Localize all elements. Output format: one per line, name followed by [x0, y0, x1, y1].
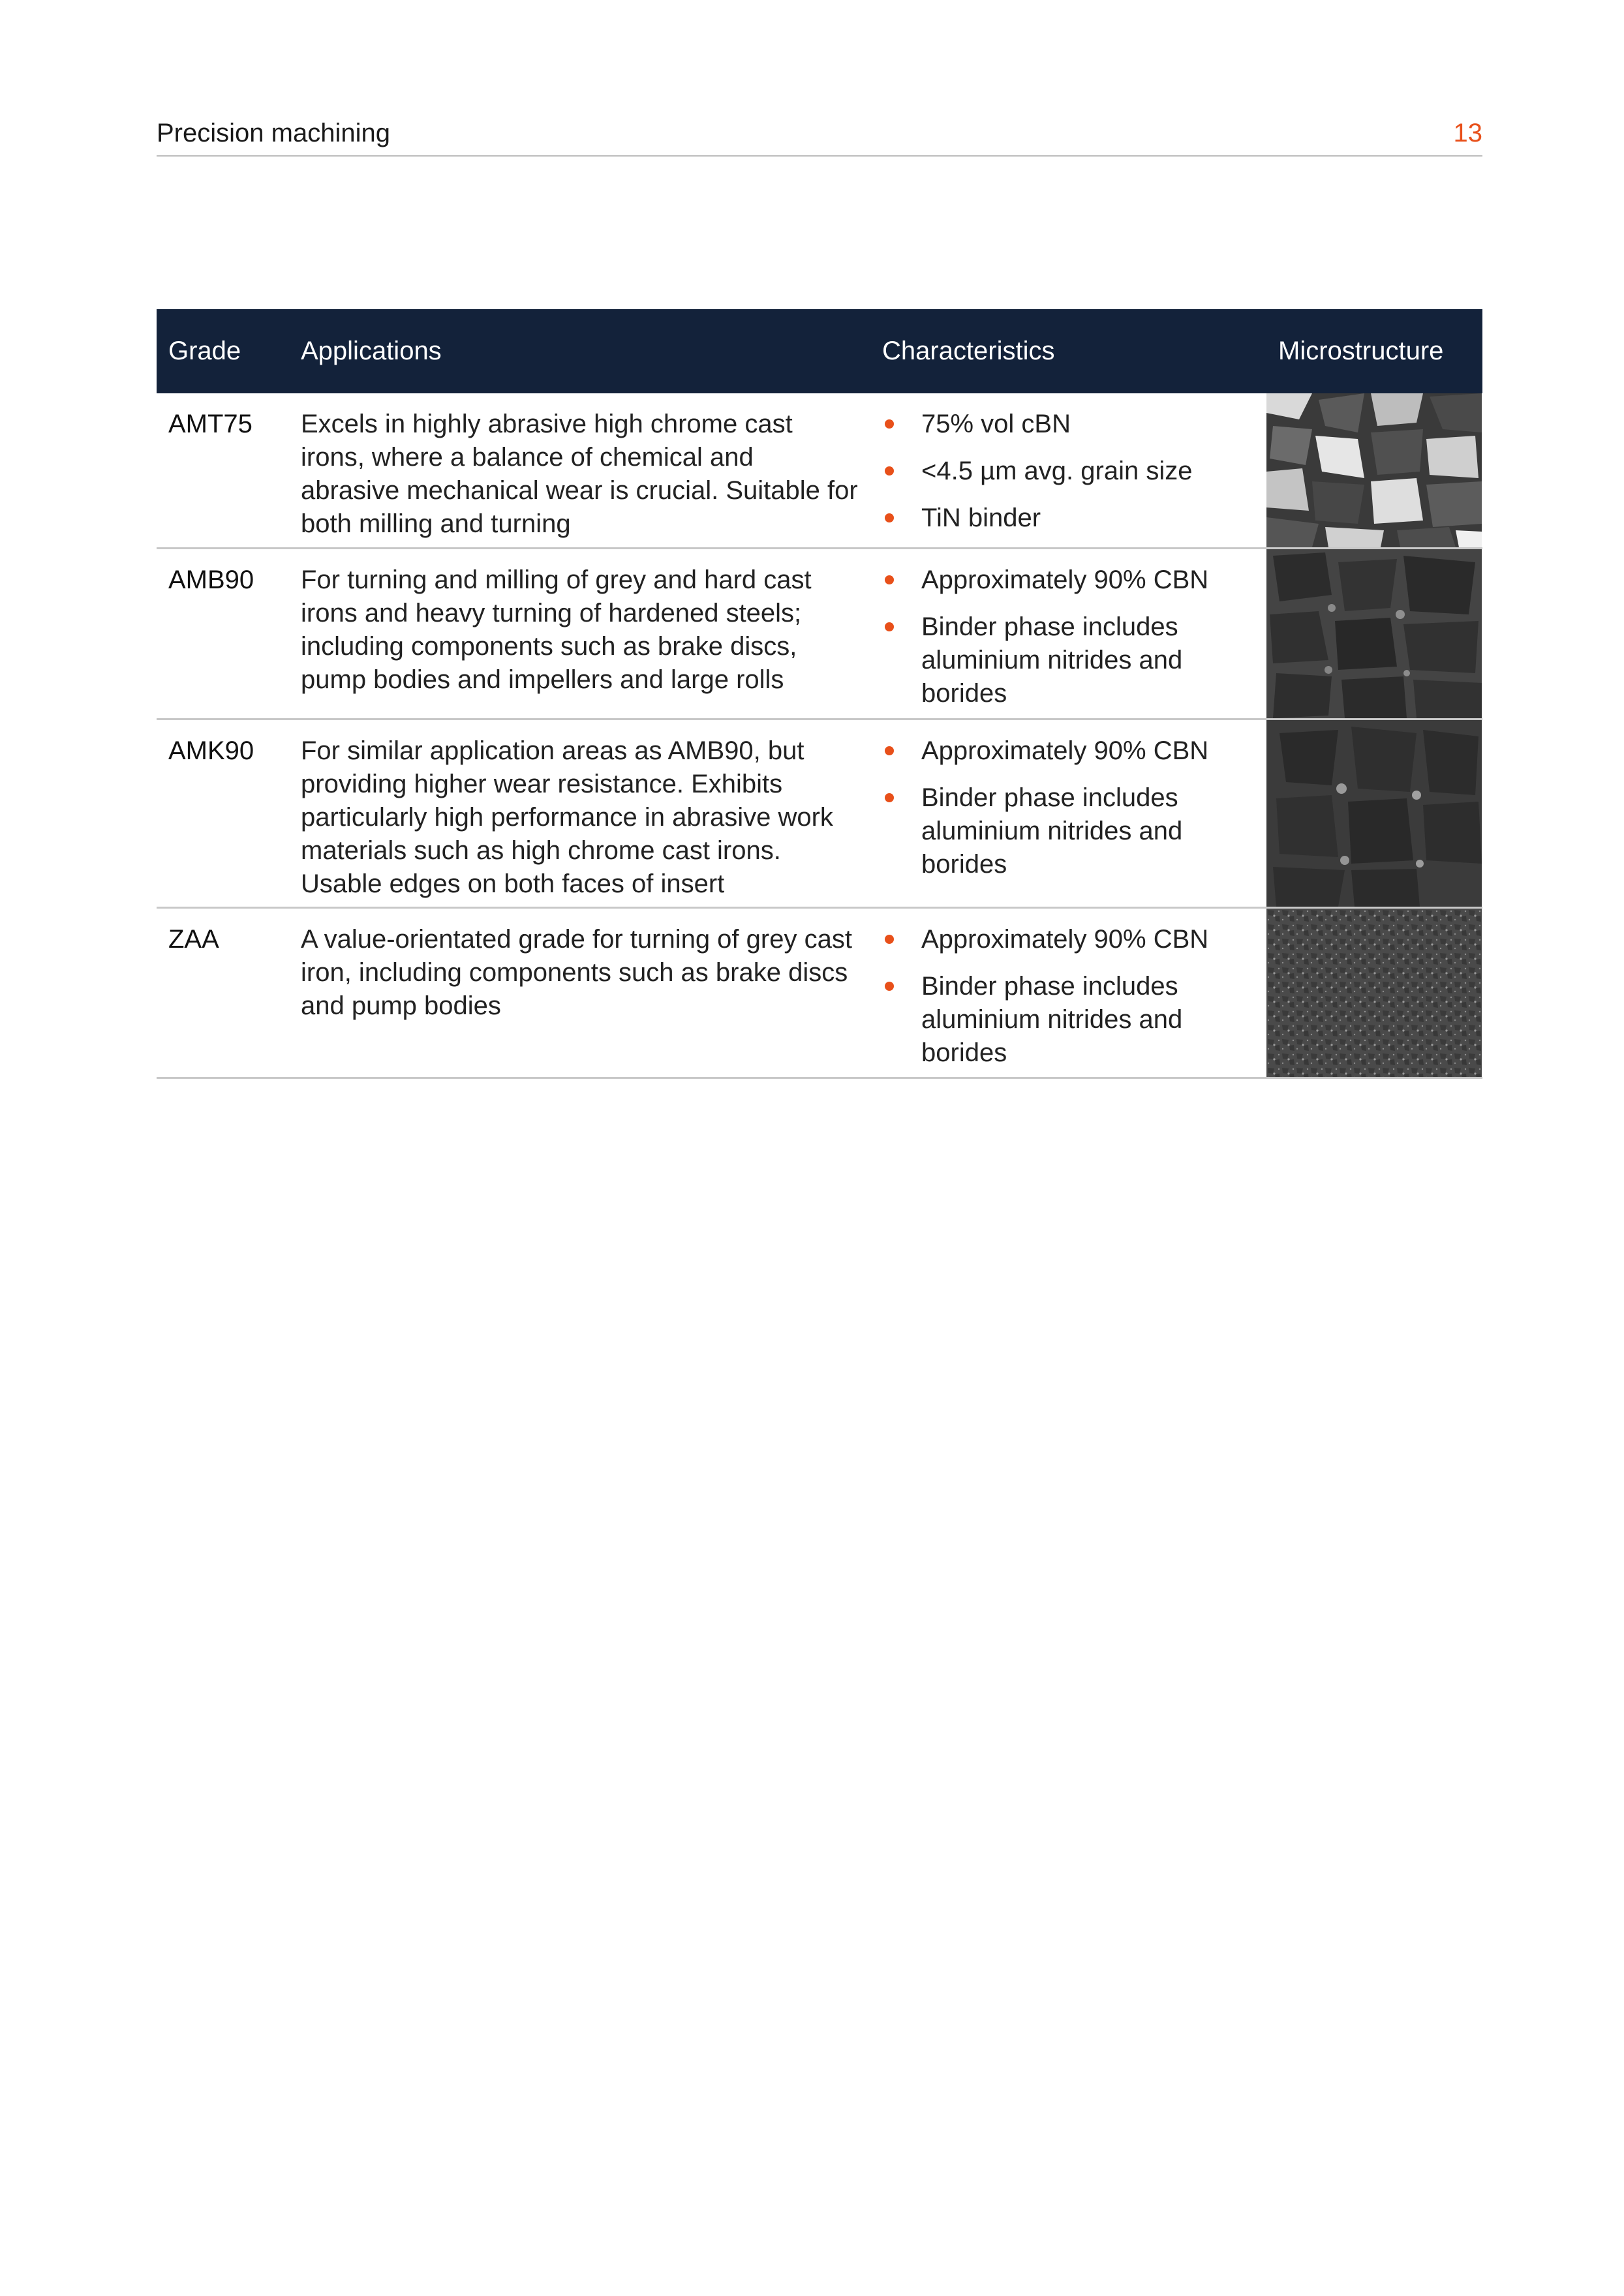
list-item: Approximately 90% CBN [921, 923, 1255, 956]
column-header-characteristics: Characteristics [870, 309, 1266, 393]
characteristics-list [882, 564, 1255, 710]
microstructure-cell [1266, 719, 1482, 908]
list-item: Approximately 90% CBN [921, 564, 1255, 597]
characteristics-cell [870, 549, 1266, 719]
microstructure-cell [1266, 393, 1482, 549]
table-row [157, 719, 1482, 908]
microstructure-image [1266, 549, 1482, 718]
characteristics-cell [870, 908, 1266, 1078]
grade-cell: AMB90 [157, 549, 289, 719]
applications-cell: A value-orientated grade for turning of grey cast iron, including components such as brake discs and pump bodies [289, 908, 870, 1078]
page-header [157, 116, 1482, 157]
table-row [157, 393, 1482, 549]
page-number: 13 [1453, 119, 1482, 147]
list-item: Approximately 90% CBN [921, 734, 1255, 768]
characteristics-list [882, 734, 1255, 881]
list-item: TiN binder [921, 502, 1255, 535]
grades-table [157, 309, 1482, 1079]
microstructure-image [1266, 909, 1482, 1077]
column-header-microstructure: Microstructure [1266, 309, 1482, 393]
grade-cell: AMT75 [157, 393, 289, 549]
characteristics-cell [870, 393, 1266, 549]
applications-cell: For turning and milling of grey and hard cast irons and heavy turning of hardened steels; including components such as brake discs, pump bodies and impellers and large rolls [289, 549, 870, 719]
list-item: <4.5 µm avg. grain size [921, 455, 1255, 488]
microstructure-cell [1266, 549, 1482, 719]
section-title: Precision machining [157, 119, 390, 147]
table-header-row [157, 309, 1482, 393]
list-item: Binder phase includes aluminium nitrides and borides [921, 611, 1255, 710]
applications-cell: Excels in highly abrasive high chrome cast irons, where a balance of chemical and abrasive mechanical wear is crucial. Suitable for both milling and turning [289, 393, 870, 549]
list-item: Binder phase includes aluminium nitrides and borides [921, 781, 1255, 881]
table-row [157, 908, 1482, 1078]
microstructure-image [1266, 720, 1482, 907]
characteristics-list [882, 408, 1255, 535]
column-header-grade: Grade [157, 309, 289, 393]
characteristics-cell [870, 719, 1266, 908]
characteristics-list [882, 923, 1255, 1070]
microstructure-image [1266, 393, 1482, 547]
list-item: Binder phase includes aluminium nitrides and borides [921, 970, 1255, 1070]
list-item: 75% vol cBN [921, 408, 1255, 441]
grade-cell: ZAA [157, 908, 289, 1078]
table-row [157, 549, 1482, 719]
column-header-applications: Applications [289, 309, 870, 393]
microstructure-cell [1266, 908, 1482, 1078]
applications-cell: For similar application areas as AMB90, but providing higher wear resistance. Exhibits particularly high performance in abrasive work materials such as high chrome cast irons. Usable edges on both faces of insert [289, 719, 870, 908]
grade-cell: AMK90 [157, 719, 289, 908]
